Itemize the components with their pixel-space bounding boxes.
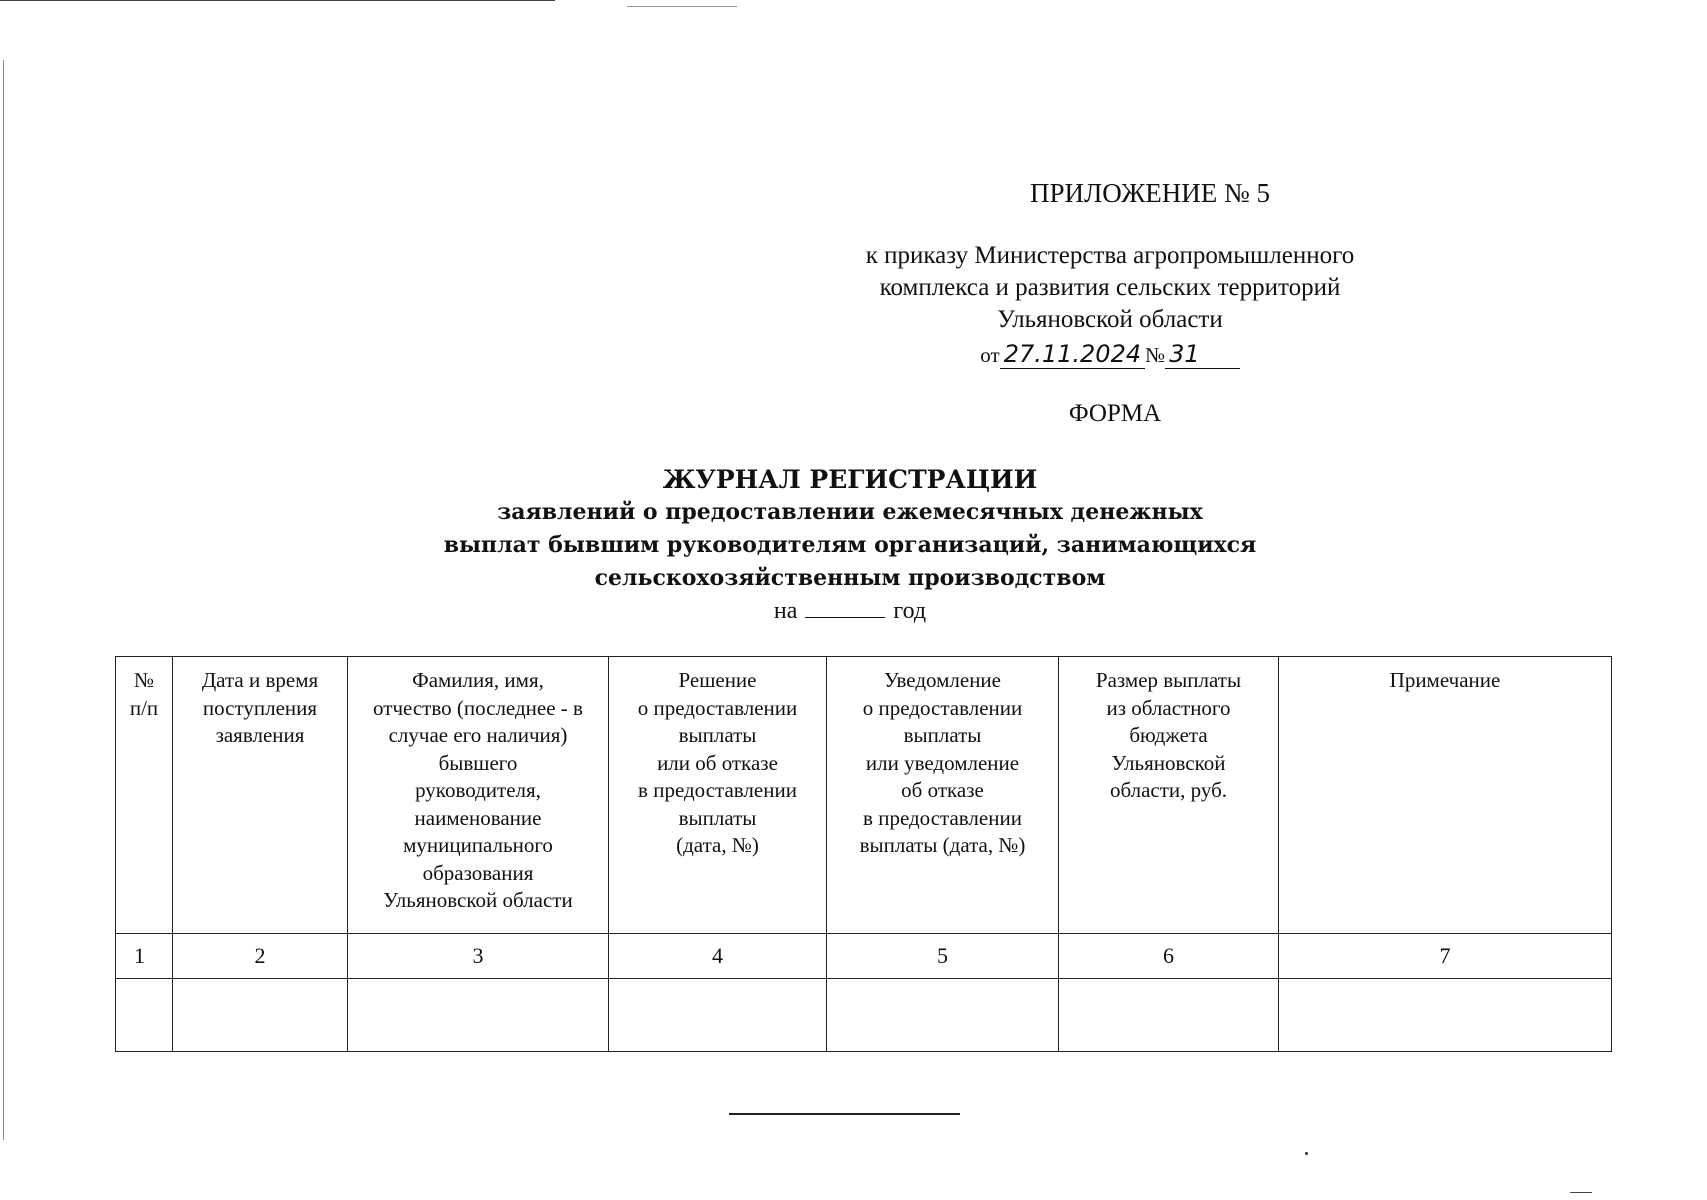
header-line: бывшего xyxy=(438,750,518,775)
header-line: бюджета xyxy=(1129,723,1208,747)
header-line: Фамилия, имя, xyxy=(412,668,544,692)
journal-subtitle-line: выплат бывшим руководителям организаций, занимающихся xyxy=(443,532,1257,558)
header-line: поступления xyxy=(202,695,318,720)
header-line: образования xyxy=(422,860,534,885)
closing-rule xyxy=(729,1113,960,1115)
header-line: Уведомление xyxy=(883,668,1001,692)
order-reference xyxy=(780,240,1440,336)
handwritten-date: 27.11.2024 xyxy=(1000,340,1145,369)
header-line: или об отказе xyxy=(657,750,778,775)
date-prefix: от xyxy=(980,343,1000,367)
header-line: Ульяновской xyxy=(1111,750,1226,775)
header-line: п/п xyxy=(129,695,159,720)
header-line: о предоставлении xyxy=(862,695,1023,720)
header-line: выплаты xyxy=(678,805,757,830)
header-line: об отказе xyxy=(901,778,984,802)
empty-cell xyxy=(173,979,348,1052)
table-column-number-row xyxy=(116,934,1612,979)
header-line: области, руб. xyxy=(1109,778,1228,802)
header-line: заявления xyxy=(215,723,305,747)
empty-cell xyxy=(1059,979,1279,1052)
scan-edge-bottom-fragment xyxy=(1570,1192,1592,1193)
header-cell-decision xyxy=(609,657,827,934)
handwritten-number: 31 xyxy=(1165,340,1240,369)
table-header-row xyxy=(116,657,1612,934)
header-line: наименование xyxy=(414,805,542,830)
order-date-row xyxy=(780,340,1440,369)
header-line: (дата, №) xyxy=(676,833,759,857)
header-line: о предоставлении xyxy=(637,695,798,720)
header-line: выплаты xyxy=(903,723,982,747)
column-number-cell: 4 xyxy=(609,934,827,979)
empty-cell xyxy=(827,979,1059,1052)
header-line: в предоставлении xyxy=(638,778,797,802)
header-line: Решение xyxy=(678,668,757,692)
column-number-cell: 7 xyxy=(1279,934,1612,979)
journal-title: ЖУРНАЛ РЕГИСТРАЦИИ xyxy=(662,465,1038,494)
number-prefix: № xyxy=(1145,343,1166,367)
year-prefix: на xyxy=(773,598,798,624)
scan-edge-top-fragment xyxy=(627,6,737,7)
journal-subtitle-line: сельскохозяйственным производством xyxy=(594,565,1106,591)
empty-cell xyxy=(348,979,609,1052)
order-reference-line: Ульяновской области xyxy=(997,306,1223,333)
year-suffix: год xyxy=(893,598,927,624)
header-line: муниципального xyxy=(403,833,553,857)
header-line: в предоставлении xyxy=(863,805,1022,830)
header-line: № xyxy=(133,668,155,692)
table-row xyxy=(116,979,1612,1052)
year-line xyxy=(300,595,1400,627)
empty-cell xyxy=(116,979,173,1052)
order-reference-line: комплекса и развития сельских территорий xyxy=(879,274,1341,301)
appendix-title: ПРИЛОЖЕНИЕ № 5 xyxy=(1029,178,1271,208)
empty-cell xyxy=(609,979,827,1052)
order-reference-line: к приказу Министерства агропромышленного xyxy=(865,242,1355,269)
empty-cell xyxy=(1279,979,1612,1052)
header-cell-notification xyxy=(827,657,1059,934)
year-blank xyxy=(805,597,885,618)
scan-edge-top xyxy=(0,0,555,1)
column-number-cell: 5 xyxy=(827,934,1059,979)
journal-subtitle-line: заявлений о предоставлении ежемесячных денежных xyxy=(497,499,1203,525)
header-cell-received xyxy=(173,657,348,934)
header-line: Дата и время xyxy=(201,668,319,692)
scan-speck xyxy=(1305,1152,1308,1155)
column-number-cell: 6 xyxy=(1059,934,1279,979)
header-cell-applicant xyxy=(348,657,609,934)
header-line: из областного xyxy=(1106,695,1231,720)
header-cell-number xyxy=(116,657,173,934)
header-line: Размер выплаты xyxy=(1095,668,1242,692)
registration-table xyxy=(115,656,1612,1052)
journal-heading xyxy=(300,463,1400,627)
header-line: Ульяновской области xyxy=(383,888,573,912)
header-line: выплаты (дата, №) xyxy=(859,833,1026,857)
form-label: ФОРМА xyxy=(1068,400,1162,427)
column-number-cell: 1 xyxy=(116,934,173,979)
header-line: Примечание xyxy=(1389,668,1501,692)
column-number-cell: 3 xyxy=(348,934,609,979)
header-cell-payment-amount xyxy=(1059,657,1279,934)
header-line: или уведомление xyxy=(865,750,1020,775)
column-number-cell: 2 xyxy=(173,934,348,979)
header-cell-note xyxy=(1279,657,1612,934)
header-line: руководителя, xyxy=(415,778,541,802)
appendix-block xyxy=(780,176,1440,369)
scan-edge-left xyxy=(3,60,4,1140)
header-line: выплаты xyxy=(678,723,757,747)
header-line: отчество (последнее - в xyxy=(373,695,583,720)
header-line: случае его наличия) xyxy=(388,723,568,747)
